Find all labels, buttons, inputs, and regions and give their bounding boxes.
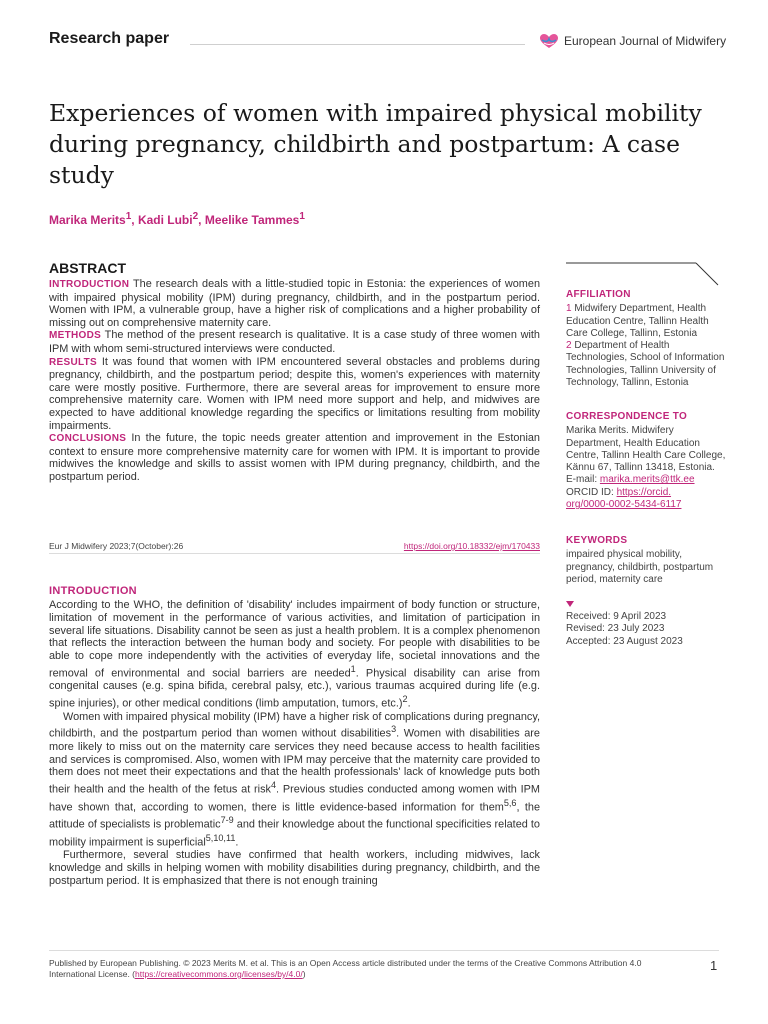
author-name: Meelike Tammes <box>204 213 300 227</box>
abstract-introduction: INTRODUCTION The research deals with a little-studied topic in Estonia: the experiences of women with impaired physical mobility (IPM) during pregnancy, childbirth, and in the postpartum period. Women with IPM, a vulnerable group, have a higher risk of complications and a higher probability of missing out on comprehensive maternity care. <box>49 278 540 329</box>
license-link[interactable]: https://creativecommons.org/licenses/by/4.0/ <box>135 969 303 979</box>
received-date: Received: 9 April 2023 <box>566 611 667 622</box>
citation-marker: 3 <box>391 724 397 735</box>
triangle-marker-icon <box>566 601 574 607</box>
citation-marker: 2 <box>402 694 408 705</box>
page-number: 1 <box>710 958 718 973</box>
email-link[interactable]: marika.merits@ttk.ee <box>599 474 695 486</box>
body-paragraph: Furthermore, several studies have confirmed that health workers, including midwives, lack knowledge and skills in helping women with mobility disabilities during pregnancy, childbirth, and the postpartum period. It is emphasized that there is not enough training <box>49 848 540 887</box>
citation-marker: 4 <box>270 780 277 791</box>
revised-date: Revised: 23 July 2023 <box>566 623 665 635</box>
body-paragraph: According to the WHO, the definition of 'disability' includes impairment of body function or structure, limitation of movement in the performance of various activities, and limitation of participation in several life situations. Disability cannot be seen as just a health problem. It is a complex phenomenon that reflects the interaction between the human body and society. For people with disabilities to be able to cope more independently with the activities of everyday life, societal innovations and the removal of environmental and social barriers are needed$^1$. Physical disability can arise from congenital causes (e.g. spina bifida, cerebral palsy, etc.), various traumas acquired during life (e.g. spine injuries), or other medical conditions (limb amputation, tumors, etc.)$^2$. <box>49 599 540 710</box>
accepted-date: Accepted: 23 August 2023 <box>566 635 683 647</box>
page-header <box>0 0 768 60</box>
correspondence-block <box>566 411 726 511</box>
abstract-heading: ABSTRACT <box>49 260 126 276</box>
affiliation-item: 2 Department of Health Technologies, School of Information Technologies, Tallinn University of Technology, Tallinn, Estonia <box>566 340 725 389</box>
license-footer: Published by European Publishing. © 2023 Merits M. et al. This is an Open Access article distributed under the terms of the Creative Commons Attribution 4.0 International License. (https://creativecommons.org/licenses/by/4.0/) <box>49 958 642 979</box>
author-affiliation-marker: 2 <box>192 211 199 222</box>
orcid-link-continued[interactable]: org/0000-0002-5434-6117 <box>566 499 682 511</box>
abstract-conclusions: CONCLUSIONS In the future, the topic needs greater attention and improvement in the Estonian context to ensure more comprehensive maternity care for women with IPM. It is important to provide midwives the knowledge and skills to assist women with IPM during pregnancy, childbirth, and the postpartum period. <box>49 432 540 483</box>
abstract-section <box>49 260 540 484</box>
doi-link[interactable]: https://doi.org/10.18332/ejm/170433 <box>403 541 540 551</box>
correspondence-text: Marika Merits. Midwifery Department, Health Education Centre, Tallinn Health Care College, Kännu 67, Tallinn 13418, Estonia. <box>566 425 726 474</box>
journal-name: European Journal of Midwifery <box>564 34 727 48</box>
abstract-results: RESULTS It was found that women with IPM encountered several obstacles and problems during pregnancy, childbirth, and the postpartum period; despite this, women's experiences with maternity care were mostly positive. Furthermore, there are several areas for improvement to ensure more comprehensive maternity care. Women with IPM need more support and help, and midwives are expected to have additional knowledge regarding the specifics or limitations resulting from mobility impairments. <box>49 355 540 432</box>
affiliation-item: 1 Midwifery Department, Health Education Centre, Tallinn Health Care College, Tallinn, Estonia <box>566 303 709 339</box>
header-divider <box>190 44 525 45</box>
citation-marker: 5,6 <box>503 797 517 808</box>
orcid-line: ORCID ID: https://orcid. <box>566 486 672 498</box>
introduction-section <box>49 585 540 887</box>
sidebar-divider-decoration <box>566 262 721 286</box>
footer-divider <box>49 950 719 951</box>
affiliation-heading: AFFILIATION <box>566 289 631 300</box>
citation-marker: 5,10,11 <box>205 832 236 843</box>
author-name: Marika Merits <box>49 213 126 227</box>
citation-divider <box>49 553 540 554</box>
abstract-methods-label: METHODS <box>49 330 102 342</box>
affiliation-block <box>566 289 726 389</box>
author-list: Marika Merits$^1$, Kadi Lubi$^2$, Meelike Tammes$^1$ <box>49 211 305 227</box>
author-affiliation-marker: 1 <box>299 211 305 222</box>
introduction-heading: INTRODUCTION <box>49 585 137 597</box>
article-type-label: Research paper <box>49 30 170 47</box>
keywords-text: impaired physical mobility, pregnancy, childbirth, postpartum period, maternity care <box>566 549 714 585</box>
author-affiliation-marker: 1 <box>125 211 132 222</box>
orcid-link[interactable]: https://orcid. <box>616 486 672 498</box>
keywords-heading: KEYWORDS <box>566 535 628 546</box>
journal-brand <box>539 33 726 49</box>
citation-ref: Eur J Midwifery 2023;7(October):26 <box>49 541 184 551</box>
abstract-conclusions-label: CONCLUSIONS <box>49 433 127 445</box>
email-line: E-mail: marika.merits@ttk.ee <box>566 474 695 486</box>
abstract-results-label: RESULTS <box>49 356 98 368</box>
citation-line <box>49 541 540 551</box>
journal-logo-icon <box>539 33 559 49</box>
body-paragraph: Women with impaired physical mobility (IPM) have a higher risk of complications during pregnancy, childbirth, and the postpartum period than women without disabilities$^3$. Women with disabilities are more likely to miss out on the maternity care services they need because access to health facilities and services is compromised. Also, women with IPM may perceive that the maternity care provided to them does not meet their expectations and that the health professionals' lack of knowledge puts both their health and the health of the fetus at risk$^4$. Previous studies conducted among women with IPM have shown that, according to women, there is little evidence-based information for them$^{5,6}$, the attitude of specialists is problematic$^{7-9}$ and their knowledge about the functional specificities related to mobility impairment is superficial$^{5,10,11}$. <box>49 710 540 849</box>
abstract-intro-label: INTRODUCTION <box>49 279 130 290</box>
correspondence-heading: CORRESPONDENCE TO <box>566 411 688 422</box>
citation-marker: 1 <box>350 663 356 674</box>
article-title: Experiences of women with impaired physical mobility during pregnancy, childbirth and postpartum: A case study <box>49 99 702 189</box>
keywords-block <box>566 535 726 586</box>
citation-marker: 7-9 <box>220 815 234 826</box>
author-name: Kadi Lubi <box>137 213 193 227</box>
dates-block <box>566 611 726 648</box>
abstract-methods: METHODS The method of the present research is qualitative. It is a case study of three women with IPM with whom semi-structured interviews were conducted. <box>49 329 540 355</box>
